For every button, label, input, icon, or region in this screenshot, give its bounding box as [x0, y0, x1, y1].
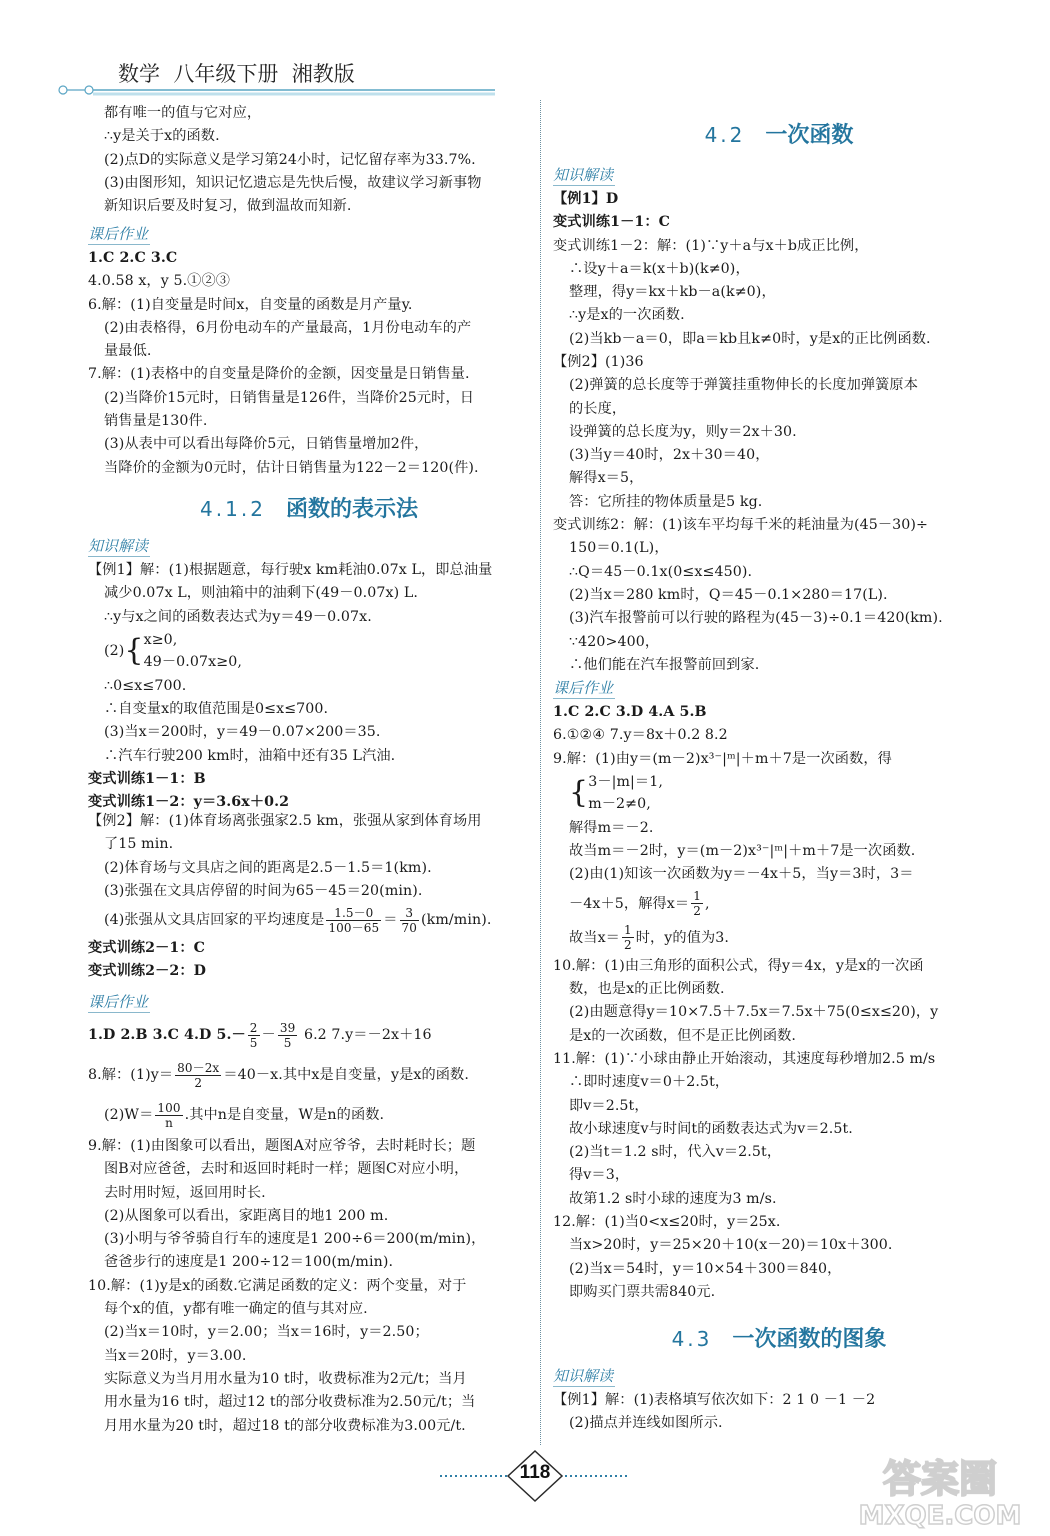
answer-line: 即v＝2.5t，	[569, 1097, 649, 1114]
answer-line: 当降价的金额为0元时，估计日销售量为122－2＝120(件).	[104, 459, 479, 476]
answer-line: 得v＝3，	[569, 1167, 630, 1184]
text-line: 解得x＝5，	[569, 470, 644, 487]
answer-line	[553, 887, 1005, 921]
example1-block	[88, 534, 530, 815]
text: 6.2 7.y＝－2x＋16	[299, 1027, 432, 1043]
knowledge-tag: 知识解读	[553, 166, 614, 184]
answer-line: 7.解：(1)表格中的自变量是降价的金额，因变量是日销售量.	[88, 366, 470, 383]
answer-line: 月用水量为20 t时，超过18 t的部分收费标准为3.00元/t.	[104, 1417, 466, 1434]
answer-line: 用水量为16 t时，超过12 t的部分收费标准为2.50元/t；当	[104, 1394, 476, 1411]
column-divider	[540, 100, 541, 1445]
text-line: (2)点D的实际意义是学习第24小时，记忆留存率为33.7%.	[104, 151, 476, 168]
fraction	[155, 1101, 182, 1130]
text-line: 变式训练1－1：C	[553, 214, 671, 231]
label: (2)	[104, 642, 125, 659]
example-last-block	[553, 1364, 1005, 1436]
text: ＝	[383, 912, 398, 929]
fraction	[622, 923, 634, 952]
answer-line: 4.0.58 x，y 5.①②③	[88, 273, 231, 290]
example2-block	[88, 810, 530, 984]
text: 8.解：(1)y＝	[88, 1067, 174, 1083]
page-header-title: 数学 八年级下册 湘教版	[118, 62, 355, 86]
answer-line: (2)由题意得y＝10×7.5＋7.5x＝7.5x＋75(0≤x≤20)，y	[569, 1004, 939, 1021]
answer-line: 即购买门票共需840元.	[569, 1283, 716, 1300]
text-line: ∴Q＝45－0.1x(0≤x≤450).	[569, 563, 753, 580]
denominator: 100－65	[328, 920, 380, 935]
system-row: 49－0.07x≥0,	[143, 653, 242, 670]
text-line: 【例2】解：(1)体育场离张强家2.5 km，张强从家到体育场用	[88, 813, 482, 829]
knowledge-tag: 知识解读	[88, 537, 149, 555]
text-line: 变式训练2：解：(1)该车平均每千米的耗油量为(45－30)÷	[553, 517, 929, 534]
text: (2)W＝	[104, 1107, 154, 1123]
fraction	[691, 889, 703, 918]
numerator: 1	[623, 923, 632, 938]
answer-line	[88, 1015, 530, 1055]
answer-line: 当x>20时，y＝25×20＋10(x－20)＝10x＋300.	[569, 1237, 893, 1254]
answer-line: 10.解：(1)由三角形的面积公式，得y＝4x，y是x的一次函	[553, 957, 924, 974]
text: ＝40－x.其中x是自变量，y是x的函数.	[223, 1067, 469, 1083]
denominator: 5	[249, 1035, 258, 1050]
section-title-4-1-2	[88, 492, 530, 523]
text-line: 新知识后要及时复习，做到温故而知新.	[104, 198, 352, 215]
answer-line: 11.解：(1)∵小球由静止开始滚动，其速度每秒增加2.5 m/s	[553, 1050, 936, 1067]
text-line: ∴自变量x的取值范围是0≤x≤700.	[104, 701, 329, 718]
answer-line: 故第1.2 s时小球的速度为3 m/s.	[569, 1190, 777, 1207]
system-row: m－2≠0,	[588, 795, 651, 812]
homework-tag: 课后作业	[553, 679, 614, 697]
fraction	[248, 1021, 260, 1050]
watermark-site: MXQE.COM	[858, 1501, 1022, 1530]
numerator: 39	[279, 1020, 296, 1035]
text-line: (2)当x＝280 km时，Q＝45－0.1×280＝17(L).	[569, 586, 888, 603]
example2-block	[553, 351, 1005, 677]
answer-line: (2)当t＝1.2 s时，代入v＝2.5t，	[569, 1144, 782, 1161]
text-line: (2)弹簧的总长度等于弹簧挂重物伸长的长度加弹簧原本	[569, 377, 919, 394]
answer-line: 去时用时短，返回用时长.	[104, 1184, 266, 1201]
answer-line: 解得m＝－2.	[569, 819, 654, 836]
text: .其中n是自变量，W是n的函数.	[184, 1107, 385, 1123]
text: 故当x＝	[569, 929, 620, 946]
answer-line: (2)当降价15元时，日销售量是126件，当降价25元时，日	[104, 389, 475, 406]
section-name: 一次函数	[765, 123, 854, 148]
fraction	[278, 1021, 297, 1050]
text-line: (2)当kb－a＝0，即a＝kb且k≠0时，y是x的正比例函数.	[569, 330, 931, 347]
text: 1.D 2.B 3.C 4.D 5.－	[88, 1027, 246, 1043]
homework1-block	[88, 222, 530, 480]
text-line: 了15 min.	[104, 836, 174, 853]
text-line: ∴0≤x≤700.	[104, 677, 187, 694]
answer-line: ∴即时速度v＝0＋2.5t，	[569, 1074, 730, 1091]
answer-line: (2)由表格得，6月份电动车的产量最高，1月份电动车的产	[104, 319, 472, 336]
section-title-4-2	[553, 118, 1005, 149]
intro-block	[88, 102, 530, 218]
numerator: 100	[157, 1100, 181, 1115]
text-line: (2)描点并连线如图所示.	[569, 1415, 723, 1432]
answer-line	[88, 1055, 530, 1095]
answer-line: (2)当x＝54时，y＝10×54＋300＝840，	[569, 1260, 842, 1277]
homework-tag: 课后作业	[88, 225, 149, 243]
example1-block	[553, 163, 1005, 351]
text-line: 变式训练2－1：C	[88, 940, 206, 957]
answer-line: 是x的一次函数，但不是正比例函数.	[569, 1027, 797, 1044]
text-line: ∴他们能在汽车报警前回到家.	[569, 656, 760, 673]
homework-block	[553, 676, 1005, 1304]
system-row: 3－|m|＝1,	[588, 773, 663, 790]
text-line: 答：它所挂的物体质量是5 kg.	[569, 493, 763, 510]
text-line: 设弹簧的总长度为y，则y＝2x＋30.	[569, 423, 797, 440]
fraction	[326, 906, 381, 935]
numerator: 3	[400, 906, 419, 921]
section-number: 4.2	[704, 123, 746, 147]
denominator: 2	[623, 938, 632, 953]
text-line: 变式训练1－2：y＝3.6x＋0.2	[88, 794, 290, 811]
denominator: 5	[283, 1035, 292, 1050]
system-rows	[588, 771, 663, 815]
text-line: (3)当x＝200时，y＝49－0.07×200＝35.	[104, 724, 381, 741]
text-line: 的长度，	[569, 400, 627, 417]
text-line	[88, 903, 530, 937]
header-decoration	[55, 82, 495, 102]
answer-line: 数，也是x的正比例函数.	[569, 981, 725, 998]
text-line: 减少0.07x L，则油箱中的油剩下(49－0.07x) L.	[104, 585, 419, 602]
text-line: ∴y是关于x的函数.	[104, 128, 220, 145]
system-row: x≥0,	[143, 631, 178, 648]
text: (4)张强从文具店回家的平均速度是	[104, 912, 325, 929]
denominator: 70	[401, 920, 417, 935]
answer-line: 销售量是130件.	[104, 413, 208, 430]
answer-line: 每个x的值，y都有唯一确定的值与其对应.	[104, 1301, 368, 1318]
section-name: 一次函数的图象	[732, 1327, 887, 1352]
numerator: 1	[693, 889, 701, 904]
text-line: (3)当y＝40时，2x＋30＝40，	[569, 447, 770, 464]
answer-line: 图B对应爸爸，去时和返回时耗时一样；题图C对应小明，	[104, 1161, 469, 1178]
watermark-text: 答案圈	[882, 1457, 998, 1501]
answer-line: 9.解：(1)由y＝(m－2)x³⁻|ᵐ|＋m＋7是一次函数，得	[553, 750, 892, 767]
answer-line: 故当m＝－2时，y＝(m－2)x³⁻|ᵐ|＋m＋7是一次函数.	[569, 843, 916, 860]
text-line: 【例1】D	[553, 191, 619, 207]
text-line: 【例1】解：(1)表格填写依次如下：2 1 0 －1 －2	[553, 1392, 876, 1408]
numerator: 1.5－0	[326, 906, 381, 921]
answer-line: (2)由(1)知该一次函数为y＝－4x＋5，当y＝3时，3＝	[569, 866, 914, 883]
text-line: ∵420>400，	[569, 633, 660, 650]
answer-line: 10.解：(1)y是x的函数.它满足函数的定义：两个变量，对于	[88, 1277, 467, 1294]
page-number: 118	[519, 1462, 551, 1483]
text-line: 150＝0.1(L)，	[569, 540, 669, 557]
numerator: 2	[249, 1020, 258, 1035]
inequality-system	[88, 629, 530, 675]
text-line: 变式训练1－2：解：(1)∵y＋a与x＋b成正比例，	[553, 237, 869, 254]
text-line: ∴设y＋a＝k(x＋b)(k≠0)，	[569, 260, 750, 277]
homework-tag: 课后作业	[88, 993, 149, 1011]
text-line: 整理，得y＝kx＋kb－a(k≠0)，	[569, 284, 776, 301]
answer-line: 1.C 2.C 3.D 4.A 5.B	[553, 704, 707, 720]
answer-line: (3)小明与爷爷骑自行车的速度是1 200÷6＝200(m/min)，	[104, 1231, 486, 1248]
brace: {	[124, 632, 144, 668]
text-line: 【例1】解：(1)根据题意，每行驶x km耗油0.07x L，即总油量	[88, 562, 493, 578]
answer-line: (3)从表中可以看出每降价5元，日销售量增加2件，	[104, 436, 429, 453]
section-number: 4.1.2	[200, 497, 266, 521]
text-line: 【例2】(1)36	[553, 354, 644, 370]
text-line: (3)张强在文具店停留的时间为65－45＝20(min).	[104, 882, 423, 899]
answer-line	[553, 921, 1005, 955]
text-line: ∴y与x之间的函数表达式为y＝49－0.07x.	[104, 608, 372, 625]
answer-line: 1.C 2.C 3.C	[88, 250, 178, 266]
denominator: 2	[194, 1075, 203, 1090]
text-line: (3)由图形知，知识记忆遗忘是先快后慢，故建议学习新事物	[104, 174, 482, 191]
answer-line: (2)从图象可以看出，家距离目的地1 200 m.	[104, 1207, 389, 1224]
section-title-4-3	[553, 1322, 1005, 1353]
text: －	[261, 1027, 276, 1043]
fraction	[175, 1061, 221, 1090]
knowledge-tag: 知识解读	[553, 1367, 614, 1385]
answer-line: 量最低.	[104, 343, 152, 360]
answer-line: 爸爸步行的速度是1 200÷12＝100(m/min).	[104, 1254, 394, 1271]
text-line: (3)汽车报警前可以行驶的路程为(45－3)÷0.1＝420(km).	[569, 610, 943, 627]
text-line: (2)体育场与文具店之间的距离是2.5－1.5＝1(km).	[104, 859, 432, 876]
answer-line: 6.解：(1)自变量是时间x，自变量的函数是月产量y.	[88, 296, 413, 313]
section-name: 函数的表示法	[285, 497, 418, 522]
text-line: ∴汽车行驶200 km时，油箱中还有35 L汽油.	[104, 747, 396, 764]
answer-line: 当x＝20时，y＝3.00.	[104, 1347, 247, 1364]
system-rows	[144, 629, 242, 673]
answer-line: 实际意义为当月用水量为10 t时，收费标准为2元/t；当月	[104, 1370, 467, 1387]
text: ,	[704, 895, 710, 912]
text: (km/min).	[421, 912, 492, 929]
equation-system	[553, 771, 1005, 817]
answer-line: 12.解：(1)当0<x≤20时，y＝25x.	[553, 1214, 781, 1231]
answer-line: 9.解：(1)由图象可以看出，题图A对应爷爷，去时耗时长；题	[88, 1138, 476, 1154]
answer-line: 故小球速度v与时间t的函数表达式为v＝2.5t.	[569, 1120, 853, 1137]
answer-line: 6.①②④ 7.y＝8x＋0.2 8.2	[553, 727, 728, 744]
brace: {	[569, 774, 589, 810]
text-line: 都有唯一的值与它对应，	[104, 105, 262, 121]
answer-line	[88, 1095, 530, 1135]
text-line: 变式训练2－2：D	[88, 963, 207, 980]
text-line: ∴y是x的一次函数.	[569, 307, 685, 324]
numerator: 80－2x	[177, 1060, 220, 1075]
text: －4x＋5，解得x＝	[569, 895, 690, 912]
text: 时，y的值为3.	[635, 929, 730, 946]
watermark-logo	[840, 1450, 1040, 1530]
denominator: 2	[693, 904, 701, 919]
denominator: n	[165, 1115, 173, 1130]
text-line: 变式训练1－1：B	[88, 771, 206, 788]
section-number: 4.3	[671, 1327, 713, 1351]
fraction	[400, 906, 419, 935]
answer-line: (2)当x＝10时，y＝2.00；当x＝16时，y＝2.50；	[104, 1324, 429, 1341]
homework2-block	[88, 990, 530, 1438]
